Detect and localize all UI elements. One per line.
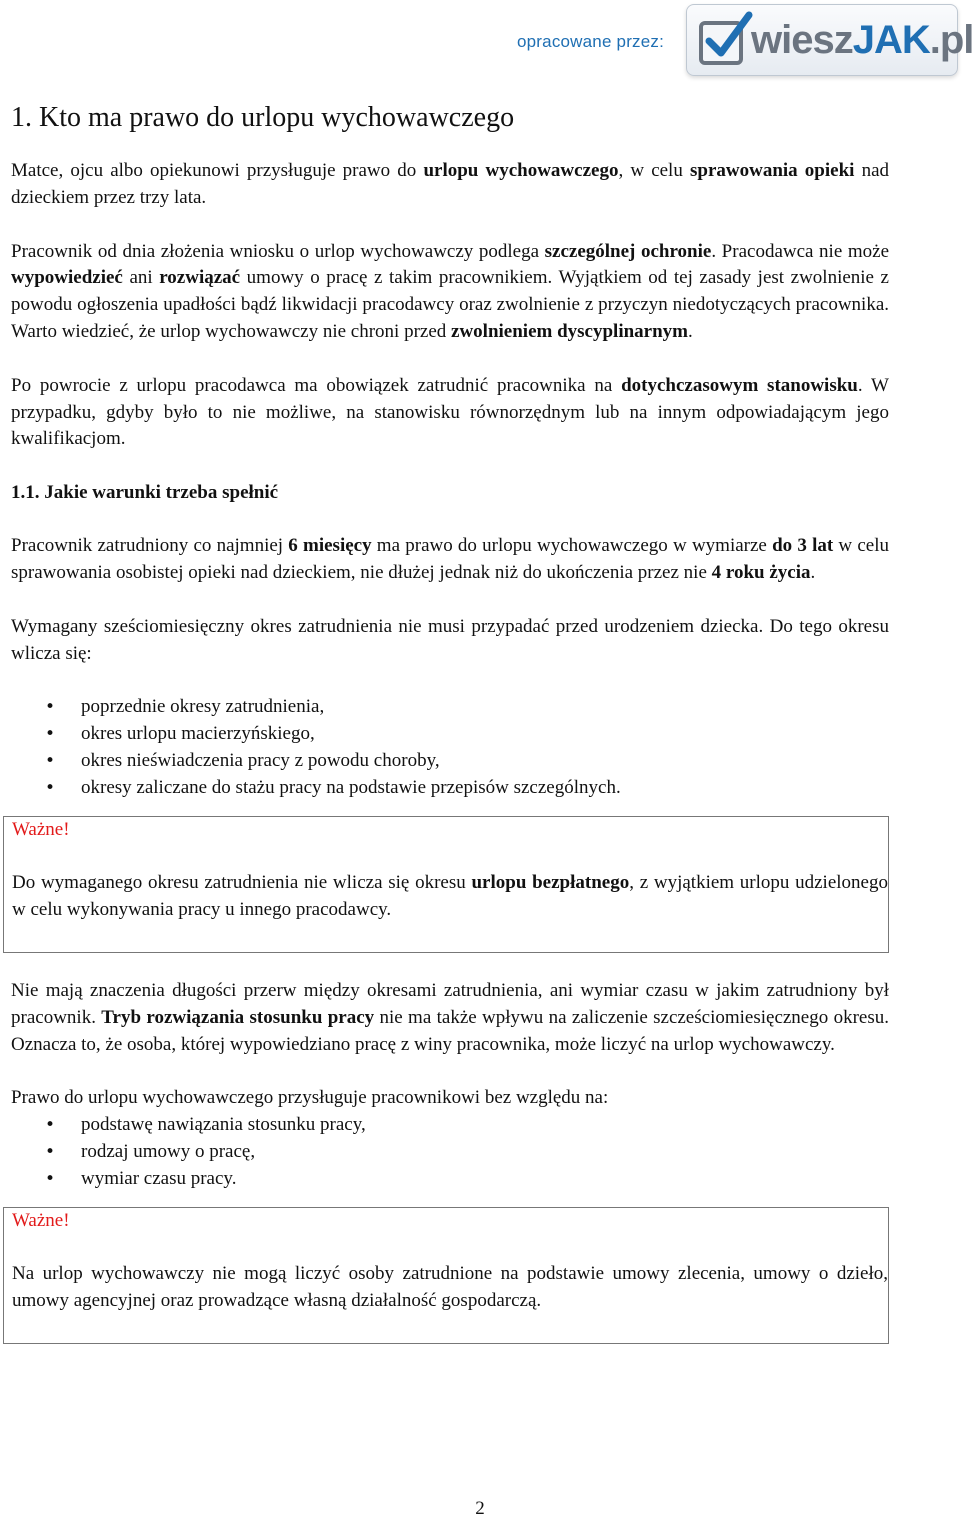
bold-span: dotychczasowym stanowisku (621, 374, 858, 396)
paragraph-3 (11, 373, 889, 453)
wieszjak-logo (686, 4, 973, 76)
bold-span: do 3 lat (772, 535, 834, 557)
bold-span: 4 roku życia (711, 561, 811, 583)
important-text-1 (12, 870, 888, 924)
text-span: Matce, ojcu albo opiekunowi przysługuje prawo do (11, 160, 424, 181)
text-span: . Pracodawca nie może (711, 240, 890, 262)
text-span: ani (122, 267, 160, 289)
regardless-list (11, 1112, 889, 1192)
text-span: . W przypadku, gdyby było to nie możliwe, na stanowisku równorzędnym lub na innym odpowiadającym jego kwalifikacjom. (11, 374, 889, 450)
bold-span: 6 miesięcy (288, 535, 372, 557)
text-span: ma prawo do urlopu wychowawczego w wymiarze (371, 535, 773, 557)
logo-tld: .pl (929, 18, 973, 62)
list-item: • okres nieświadczenia pracy z powodu choroby, (81, 748, 889, 775)
list-item: • okres urlopu macierzyńskiego, (81, 721, 889, 748)
paragraph-1 (11, 158, 889, 212)
bold-span: sprawowania opieki (689, 160, 855, 181)
text-span: nad dzieckiem przez trzy lata. (11, 160, 890, 208)
bold-span: zwolnieniem dyscyplinarnym (451, 320, 689, 342)
paragraph-4 (11, 533, 889, 587)
list-item: • rodzaj umowy o pracę, (81, 1139, 889, 1166)
text-span: Pracownik od dnia złożenia wniosku o urlop wychowawczy podlega (11, 240, 545, 262)
important-text-2: Na urlop wychowawczy nie mogą liczyć osoby zatrudnione na podstawie umowy zlecenia, umowy o dzieło, umowy agencyjnej oraz prowadzące własną działalność gospodarczą. (12, 1263, 888, 1312)
text-span: w celu sprawowania osobistej opieki nad dzieckiem, nie dłużej jednak niż do ukończenia przez nie (11, 535, 889, 583)
page-number: 2 (475, 1498, 485, 1519)
important-label: Ważne! (12, 818, 70, 840)
bold-span: urlopu wychowawczego (423, 160, 619, 181)
list-item: • poprzednie okresy zatrudnienia, (81, 694, 889, 721)
text-span: nie ma także wpływu na zaliczenie szcześciomiesięcznego okresu. Oznacza to, że osoba, której wypowiedziano pracę z winy pracownika, może liczyć na urlop wychowawczy. (11, 1006, 889, 1055)
text-span: umowy o pracę z takim pracownikiem. Wyjątkiem od tej zasady jest zwolnienie z powodu ogłoszenia upadłości bądź likwidacji pracodawcy oraz zwolnienie z przyczyn niedotyczących pracownika. Warto wiedzieć, że urlop wychowawczy nie chroni przed (11, 267, 889, 342)
text-span: Po powrocie z urlopu pracodawca ma obowiązek zatrudnić pracownika na (11, 374, 622, 396)
text-span: Pracownik zatrudniony co najmniej (11, 535, 289, 557)
subsection-title: 1.1. Jakie warunki trzeba spełnić (11, 482, 279, 504)
document-body (11, 100, 889, 1344)
paragraph-6 (11, 978, 889, 1058)
text-span: . (810, 561, 816, 583)
bold-span: szczególnej ochronie (544, 240, 712, 262)
text-span: Do wymaganego okresu zatrudnienia nie wlicza się okresu (12, 872, 472, 894)
list-item: • wymiar czasu pracy. (81, 1166, 889, 1193)
included-periods-list (11, 694, 889, 801)
paragraph-2 (11, 239, 889, 346)
paragraph-5: Wymagany sześciomiesięczny okres zatrudnienia nie musi przypadać przed urodzeniem dziecka. Do tego okresu wlicza się: (11, 615, 889, 664)
page-header (0, 0, 973, 90)
bold-span: rozwiązać (159, 267, 241, 289)
bold-span: urlopu bezpłatnego (471, 872, 630, 894)
list-item: • podstawę nawiązania stosunku pracy, (81, 1112, 889, 1139)
important-label: Ważne! (12, 1209, 70, 1231)
list-item: • okresy zaliczane do stażu pracy na podstawie przepisów szczególnych. (81, 775, 889, 802)
bold-span: Tryb rozwiązania stosunku pracy (101, 1006, 375, 1028)
text-span: , w celu (618, 160, 690, 181)
important-box-2 (3, 1207, 889, 1344)
bold-span: wypowiedzieć (11, 267, 123, 289)
text-span: . (688, 320, 693, 342)
checkmark-icon (697, 11, 753, 67)
important-box-1 (3, 816, 889, 953)
text-span: Nie mają znaczenia długości przerw między okresami zatrudnienia, ani wymiar czasu w jakim zatrudniony był pracownik. (11, 979, 889, 1028)
logo-wordmark (751, 18, 973, 63)
section-title: 1. Kto ma prawo do urlopu wychowawczego (11, 102, 515, 133)
header-prefix: opracowane przez: (517, 32, 665, 51)
paragraph-7: Prawo do urlopu wychowawczego przysługuje pracownikowi bez względu na: (11, 1087, 609, 1109)
text-span: , z wyjątkiem urlopu udzielonego w celu wykonywania pracy u innego pracodawcy. (12, 872, 888, 921)
logo-accent: JAK (852, 18, 930, 62)
logo-main: wiesz (751, 18, 853, 62)
